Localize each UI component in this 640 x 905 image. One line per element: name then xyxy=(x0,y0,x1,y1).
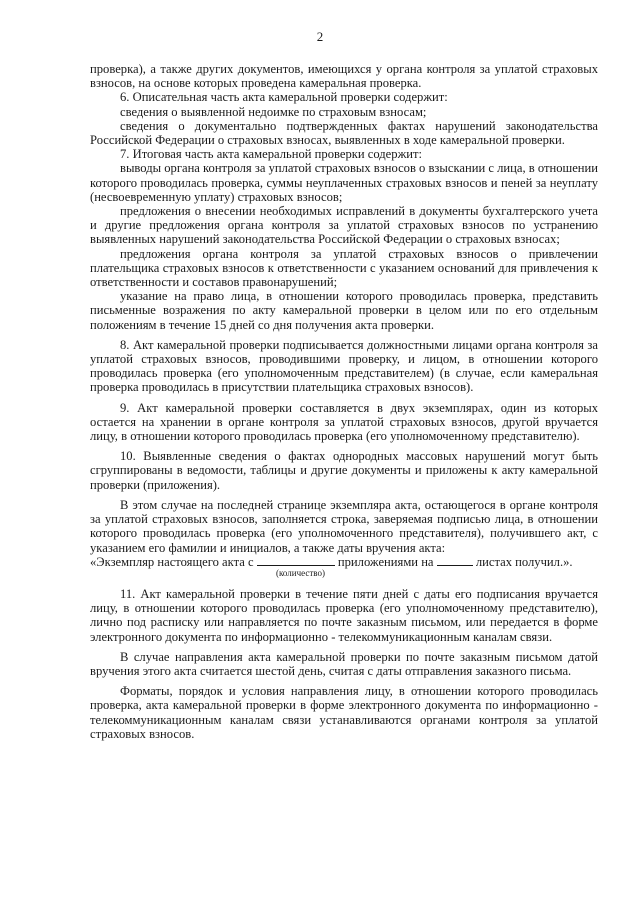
paragraph-7-heading: 7. Итоговая часть акта камеральной проверки содержит: xyxy=(120,147,423,162)
paragraph-7-item-conclusions: выводы органа контроля за уплатой страховых взносов о взыскании с лица, в отношении которого проводилась проверка, суммы неуплаченных страховых взносов и пеней за неуплату (несвоевременную уплату) страховых взносов; xyxy=(90,161,599,204)
paragraph-8: 8. Акт камеральной проверки подписывается должностными лицами органа контроля за уплатой страховых взносов, проводившими проверку, и лицом, в отношении которого проводилась проверка (его уполномоченным представителем) (в случае, если камеральная проверка проводилась в присутствии плательщика страховых взносов). xyxy=(90,337,598,395)
appendix-count-blank xyxy=(257,555,335,566)
document-body xyxy=(90,62,598,741)
receipt-line-middle: приложениями на xyxy=(337,554,434,569)
receipt-line-start: «Экземпляр настоящего акта с xyxy=(90,554,254,569)
receipt-line xyxy=(90,555,598,569)
receipt-caption-quantity: (количество) xyxy=(276,567,325,578)
sheet-count-blank xyxy=(437,555,473,566)
paragraph-continuation: проверка), а также других документов, имеющихся у органа контроля за уплатой страховых взносов, на основе которых проведена камеральная проверка. xyxy=(90,62,598,91)
paragraph-6-item-arrears: сведения о выявленной недоимке по страховым взносам; xyxy=(120,104,427,119)
receipt-caption-row xyxy=(90,569,598,581)
paragraph-11: 11. Акт камеральной проверки в течение пяти дней с даты его подписания вручается лицу, в отношении которого проводилась проверка (его уполномоченному представителю), лично под расписку или направляется по почте заказным письмом, или передается в форме электронного документа по информационно - телекоммуникационным каналам связи. xyxy=(90,586,598,644)
paragraph-10-appendix-note: В этом случае на последней странице экземпляра акта, остающегося в органе контроля за уплатой страховых взносов, заполняется строка, заверяемая подписью лица, в отношении которого проводилась проверка (его уполномоченного представителя), получившего акт, с указанием его фамилии и инициалов, а также даты вручения акта: xyxy=(90,497,598,555)
receipt-line-end: листах получил.». xyxy=(475,554,573,569)
paragraph-10: 10. Выявленные сведения о фактах однородных массовых нарушений могут быть сгруппированы в ведомости, таблицы и другие документы и приложены к акту камеральной проверки (приложения). xyxy=(90,449,598,492)
paragraph-7-item-corrections: предложения о внесении необходимых исправлений в документы бухгалтерского учета и другие предложения органа контроля за уплатой страховых взносов по устранению выявленных нарушений законодательства Российской Федерации о страховых взносах; xyxy=(90,204,598,247)
paragraph-6-item-violations: сведения о документально подтвержденных фактах нарушений законодательства Российской Федерации о страховых взносах, выявленных в ходе камеральной проверки. xyxy=(90,118,598,148)
paragraph-11-electronic-formats: Форматы, порядок и условия направления лицу, в отношении которого проводилась проверка, акта камеральной проверки в форме электронного документа по информационно - телекоммуникационным каналам связи устанавливаются органами контроля за уплатой страховых взносов. xyxy=(90,684,598,741)
paragraph-7-item-objections: указание на право лица, в отношении которого проводилась проверка, представить письменные возражения по акту камеральной проверки в целом или по его отдельным положениям в течение 15 дней со дня получения акта проверки. xyxy=(90,289,598,332)
paragraph-7-item-liability: предложения органа контроля за уплатой страховых взносов о привлечении плательщика страховых взносов к ответственности с указанием оснований для привлечения к ответственности и составов правонарушений; xyxy=(90,246,598,290)
paragraph-6-heading: 6. Описательная часть акта камеральной проверки содержит: xyxy=(120,90,448,105)
page-number: 2 xyxy=(316,29,324,44)
paragraph-9: 9. Акт камеральной проверки составляется в двух экземплярах, один из которых остается на хранении в органе контроля за уплатой страховых взносов, другой вручается лицу, в отношении которого проводилась проверка (его уполномоченному представителю). xyxy=(90,400,598,444)
paragraph-11-mail-delivery: В случае направления акта камеральной проверки по почте заказным письмом датой вручения этого акта считается шестой день, считая с даты отправления заказного письма. xyxy=(90,649,598,678)
